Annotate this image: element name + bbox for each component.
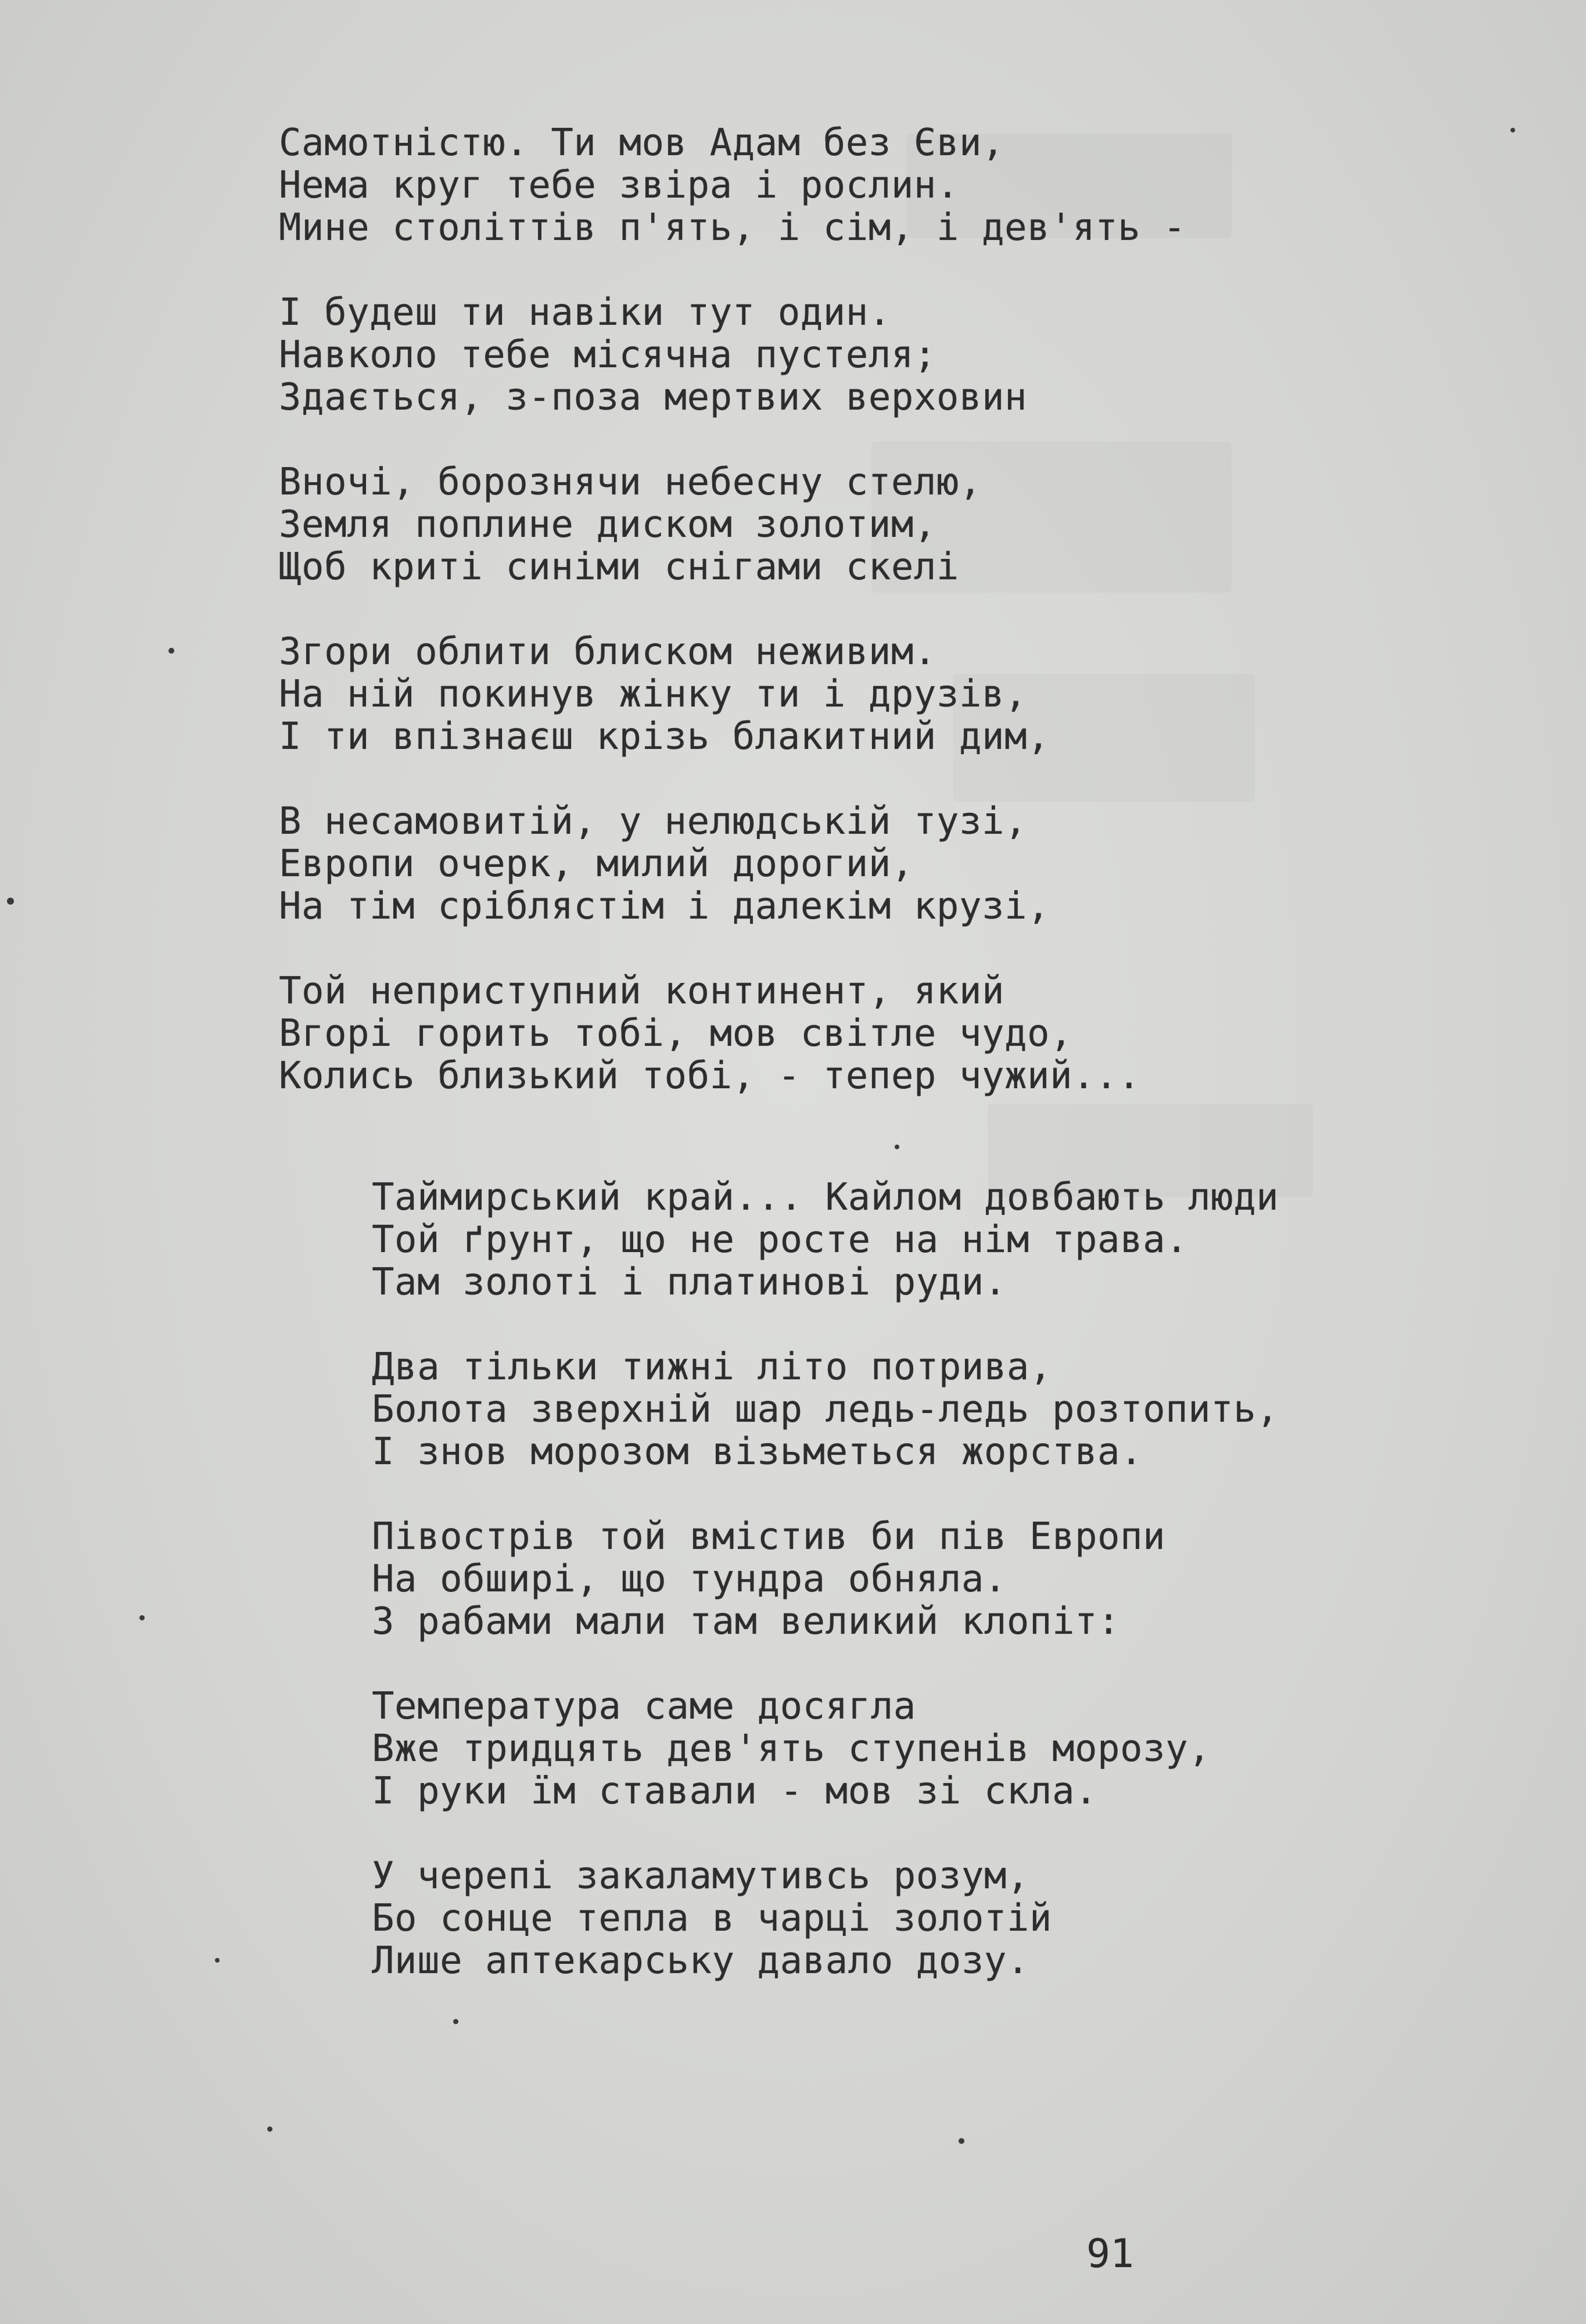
ink-speck [1510, 128, 1515, 132]
poem-line: Вгорі горить тобі, мов світле чудо, [279, 1012, 1073, 1055]
stanza [372, 1516, 1534, 1643]
poem-part-2 [372, 1177, 1534, 1982]
poem-line: У черепі закаламутивсь розум, [372, 1855, 1029, 1898]
poem-line: З рабами мали там великий клопіт: [372, 1600, 1121, 1643]
poem-line: Европи очерк, милий дорогий, [279, 842, 914, 885]
poem-line: На обширі, що тундра обняла. [372, 1558, 1007, 1601]
stanza [279, 292, 1441, 419]
stanza [372, 1177, 1534, 1304]
poem-line: Згори облити блиском неживим. [279, 630, 936, 673]
stanza [372, 1855, 1534, 1982]
poem-line: І руки їм ставали - мов зі скла. [372, 1770, 1097, 1813]
ink-speck [168, 648, 174, 654]
poem-line: Той ґрунт, що не росте на нім трава. [372, 1218, 1189, 1261]
poem-line: Таймирський край... Кайлом довбають люди [372, 1176, 1279, 1219]
ink-speck [959, 2138, 964, 2144]
poem-line: Навколо тебе місячна пустеля; [279, 333, 936, 376]
poem-line: Земля поплине диском золотим, [279, 503, 936, 546]
stanza [279, 631, 1441, 758]
ink-speck [215, 1958, 220, 1963]
ink-speck [139, 1615, 145, 1620]
poem-line: Болота зверхній шар ледь-ледь розтопить, [372, 1388, 1279, 1431]
stanza [279, 461, 1441, 589]
poem-line: Щоб криті синіми снігами скелі [279, 546, 959, 589]
poem-line: Здається, з-поза мертвих верховин [279, 376, 1028, 419]
poem-line: Мине століттів п'ять, і сім, і дев'ять - [279, 206, 1186, 249]
poem-line: І будеш ти навіки тут один. [279, 291, 891, 334]
poem-line: Температура саме досягла [372, 1685, 916, 1728]
poem-line: Там золоті і платинові руди. [372, 1261, 1007, 1304]
poem-line: Два тільки тижні літо потрива, [372, 1346, 1052, 1389]
stanza [279, 122, 1441, 249]
poem-line: Вночі, борознячи небесну стелю, [279, 461, 982, 504]
poem-line: Вже тридцять дев'ять ступенів морозу, [372, 1727, 1211, 1770]
poem-line: На тім сріблястім і далекім крузі, [279, 885, 1050, 928]
poem-line: На ній покинув жінку ти і друзів, [279, 673, 1028, 716]
stanza [372, 1685, 1534, 1813]
poem-line: Нема круг тебе звіра і рослин. [279, 164, 959, 207]
page-number: 91 [1086, 2231, 1134, 2277]
poem-line: Самотністю. Ти мов Адам без Єви, [279, 121, 1004, 164]
poem-line: І ти впізнаєш крізь блакитний дим, [279, 715, 1050, 758]
poem-line: Лише аптекарську давало дозу. [372, 1939, 1029, 1982]
poem-line: І знов морозом візьметься жорства. [372, 1430, 1143, 1473]
poem-line: В несамовитій, у нелюдській тузі, [279, 800, 1028, 843]
poem-line: Півострів той вмістив би пів Европи [372, 1515, 1166, 1558]
poem-line: Той неприступний континент, який [279, 970, 1004, 1013]
ink-speck [7, 898, 14, 905]
stanza [279, 970, 1441, 1098]
ink-speck [895, 1145, 899, 1149]
stanza [372, 1346, 1534, 1473]
stanza [279, 801, 1441, 928]
poem-line: Колись близький тобі, - тепер чужий... [279, 1055, 1141, 1098]
poem-part-1 [279, 122, 1441, 1098]
ink-speck [453, 2019, 458, 2024]
poem-line: Бо сонце тепла в чарці золотій [372, 1897, 1052, 1940]
ink-speck [267, 2126, 272, 2132]
